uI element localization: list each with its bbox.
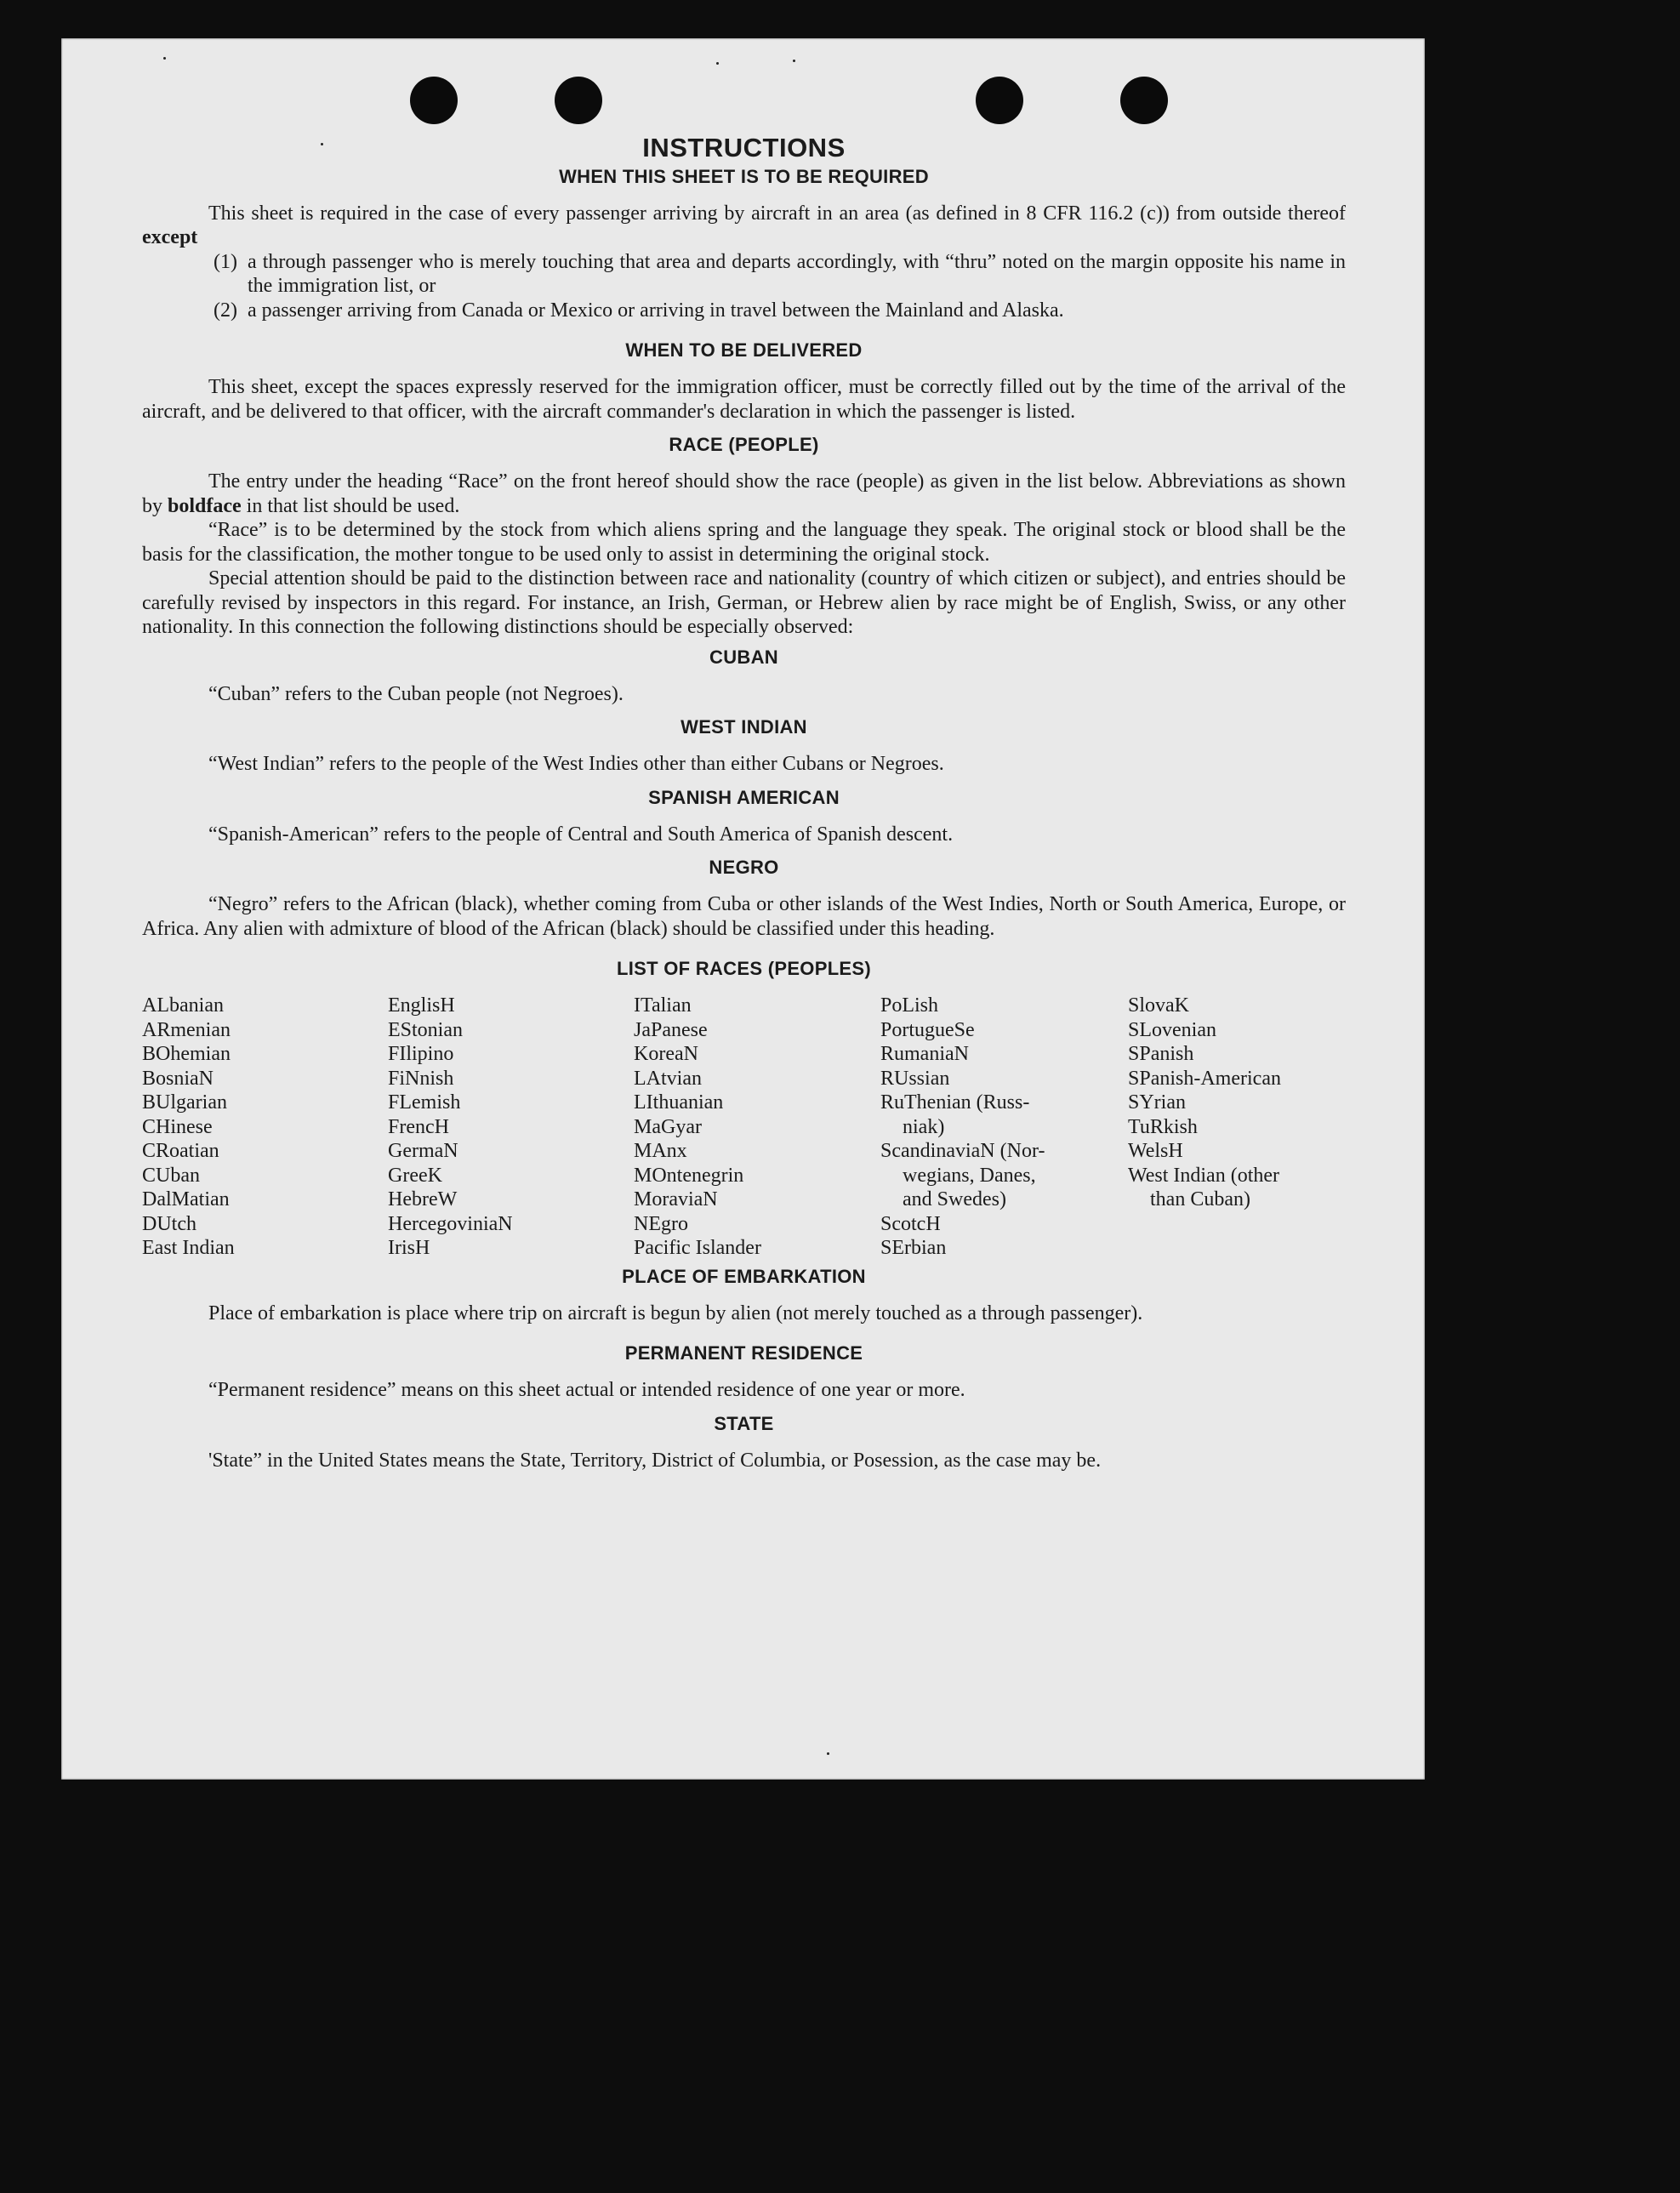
- race-entry: MOntenegrin: [634, 1164, 744, 1187]
- heading-cuban: CUBAN: [709, 646, 778, 668]
- heading-when-required: WHEN THIS SHEET IS TO BE REQUIRED: [559, 165, 929, 187]
- race-entry: niak): [903, 1115, 945, 1138]
- race-entry: RumaniaN: [880, 1043, 969, 1065]
- races-column: [1128, 994, 1346, 1261]
- race-entry: LIthuanian: [634, 1091, 724, 1114]
- races-table: [142, 994, 1346, 1261]
- race-entry: SlovaK: [1128, 994, 1189, 1017]
- race-entry: MaGyar: [634, 1115, 702, 1138]
- race-entry: HercegoviniaN: [388, 1212, 513, 1235]
- race-entry: FLemish: [388, 1091, 461, 1114]
- heading-west-indian: WEST INDIAN: [681, 716, 807, 738]
- race-entry: GreeK: [388, 1164, 442, 1187]
- race-entry: ScotcH: [880, 1212, 941, 1235]
- race-entry: DUtch: [142, 1212, 196, 1235]
- race-entry: FrencH: [388, 1115, 449, 1138]
- race-entry: than Cuban): [1150, 1188, 1250, 1210]
- race-entry: NEgro: [634, 1212, 688, 1235]
- list-item: (2) a passenger arriving from Canada or Mexico or arriving in travel between the Mainland and Alaska.: [214, 299, 1064, 322]
- race-entry: and Swedes): [903, 1188, 1006, 1210]
- race-entry: West Indian (other: [1128, 1164, 1280, 1187]
- race-entry: EnglisH: [388, 994, 455, 1017]
- speck: [716, 62, 719, 65]
- race-entry: PortugueSe: [880, 1018, 975, 1041]
- race-entry: JaPanese: [634, 1018, 708, 1041]
- race-entry: PoLish: [880, 994, 939, 1017]
- paragraph-spanish-american: “Spanish-American” refers to the people of Central and South America of Spanish descent.: [208, 823, 954, 846]
- race-entry: SErbian: [880, 1237, 947, 1259]
- paragraph-race-3: Special attention should be paid to the distinction between race and nationality (country of which citizen or subject), and entries should be carefully revised by inspectors in this regard. For instance, an Irish, German, or Hebrew alien by race might be of English, Swiss, or any other nationality. In this connection the following distinctions should be especially observed:: [142, 567, 1346, 638]
- race-entry: BOhemian: [142, 1043, 231, 1065]
- heading-when-delivered: WHEN TO BE DELIVERED: [625, 339, 863, 361]
- race-entry: LAtvian: [634, 1067, 702, 1090]
- speck: [793, 60, 795, 62]
- list-item: (1) a through passenger who is merely touching that area and departs accordingly, with “thru” noted on the margin opposite his name in the immigration list, or: [214, 250, 1346, 297]
- race-entry: MoraviaN: [634, 1188, 718, 1210]
- race-entry: Pacific Islander: [634, 1237, 761, 1259]
- heading-spanish-american: SPANISH AMERICAN: [648, 786, 840, 808]
- race-entry: RUssian: [880, 1067, 950, 1090]
- race-entry: ScandinaviaN (Nor-: [880, 1140, 1045, 1162]
- race-entry: SYrian: [1128, 1091, 1186, 1114]
- race-entry: CRoatian: [142, 1140, 219, 1162]
- document-content: [142, 133, 1346, 1472]
- punch-hole: [976, 77, 1023, 124]
- speck: [827, 1752, 829, 1755]
- race-entry: wegians, Danes,: [903, 1164, 1036, 1187]
- race-entry: ALbanian: [142, 994, 224, 1017]
- races-column: [880, 994, 1128, 1261]
- paragraph-cuban: “Cuban” refers to the Cuban people (not Negroes).: [208, 682, 624, 705]
- race-entry: CHinese: [142, 1115, 213, 1138]
- races-column: [388, 994, 634, 1261]
- race-entry: RuThenian (Russ-: [880, 1091, 1030, 1114]
- race-entry: WelsH: [1128, 1140, 1183, 1162]
- paragraph-race-2: “Race” is to be determined by the stock from which aliens spring and the language they speak. The original stock or blood shall be the basis for the classification, the mother tongue to be used only to assist in determining the original stock.: [142, 519, 1346, 566]
- paragraph-when-delivered: This sheet, except the spaces expressly reserved for the immigration officer, must be correctly filled out by the time of the arrival of the aircraft, and be delivered to that officer, with the aircraft commander's declaration in which the passenger is listed.: [142, 376, 1346, 423]
- race-entry: ITalian: [634, 994, 692, 1017]
- heading-list-of-races: LIST OF RACES (PEOPLES): [616, 958, 872, 979]
- paragraph-west-indian: “West Indian” refers to the people of the West Indies other than either Cubans or Negroes.: [208, 753, 944, 775]
- paragraph-negro: “Negro” refers to the African (black), whether coming from Cuba or other islands of the West Indies, North or South America, Europe, or Africa. Any alien with admixture of blood of the African (black) should be classified under this heading.: [142, 893, 1346, 940]
- race-entry: MAnx: [634, 1140, 687, 1162]
- race-entry: DalMatian: [142, 1188, 230, 1210]
- race-entry: SPanish-American: [1128, 1067, 1281, 1090]
- race-entry: GermaN: [388, 1140, 458, 1162]
- race-entry: SLovenian: [1128, 1018, 1216, 1041]
- race-entry: TuRkish: [1128, 1115, 1198, 1138]
- document-sheet: [61, 38, 1425, 1780]
- paragraph-race-1: The entry under the heading “Race” on the front hereof should show the race (people) as given in the list below. Abbreviations as shown by boldface in that list should be used.: [142, 470, 1346, 517]
- heading-state: STATE: [714, 1412, 774, 1434]
- heading-race: RACE (PEOPLE): [669, 434, 819, 455]
- page-title: INSTRUCTIONS: [642, 133, 846, 162]
- punch-hole: [555, 77, 602, 124]
- paragraph-residence: “Permanent residence” means on this sheet actual or intended residence of one year or more.: [208, 1379, 965, 1401]
- race-entry: EStonian: [388, 1018, 463, 1041]
- race-entry: ARmenian: [142, 1018, 231, 1041]
- race-entry: SPanish: [1128, 1043, 1194, 1065]
- heading-residence: PERMANENT RESIDENCE: [624, 1342, 863, 1364]
- race-entry: HebreW: [388, 1188, 458, 1210]
- race-entry: FiNnish: [388, 1067, 454, 1090]
- heading-negro: NEGRO: [709, 857, 779, 878]
- paragraph-embarkation: Place of embarkation is place where trip on aircraft is begun by alien (not merely touched as a through passenger).: [208, 1302, 1143, 1324]
- races-column: [634, 994, 880, 1261]
- race-entry: BUlgarian: [142, 1091, 227, 1114]
- paragraph-when-required: This sheet is required in the case of every passenger arriving by aircraft in an area (as defined in 8 CFR 116.2 (c)) from outside thereof except: [142, 202, 1346, 248]
- races-column: [142, 994, 388, 1261]
- speck: [163, 57, 166, 60]
- race-entry: CUban: [142, 1164, 200, 1187]
- punch-hole: [1120, 77, 1168, 124]
- paragraph-state: 'State” in the United States means the State, Territory, District of Columbia, or Posession, as the case may be.: [208, 1449, 1102, 1472]
- race-entry: IrisH: [388, 1237, 430, 1259]
- race-entry: East Indian: [142, 1237, 235, 1259]
- punch-hole: [410, 77, 458, 124]
- race-entry: KoreaN: [634, 1043, 698, 1065]
- race-entry: FIlipino: [388, 1043, 454, 1065]
- heading-embarkation: PLACE OF EMBARKATION: [622, 1265, 866, 1287]
- race-entry: BosniaN: [142, 1067, 214, 1090]
